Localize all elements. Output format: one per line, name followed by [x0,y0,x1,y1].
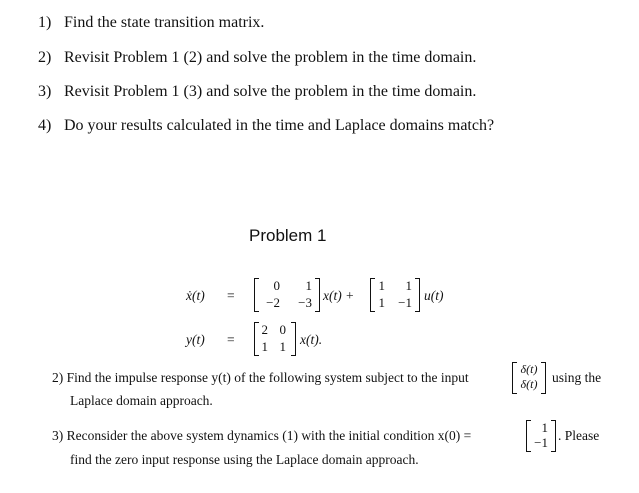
matrix-a-cell: 0 [273,278,280,293]
input-vector-cell: δ(t) [520,377,538,391]
question-text: Revisit Problem 1 (3) and solve the problem in the time domain. [64,83,477,100]
question-number: 2) [38,49,52,66]
part2-text: Find the impulse response y(t) of the following system subject to the input [66,370,469,385]
question-1 [38,14,264,32]
eq2-x-term: x(t). [300,332,323,347]
question-4 [38,117,494,135]
eq1-x-term: x(t) + [323,288,355,303]
matrix-c [254,322,296,356]
part3-tail: . Please [558,428,600,443]
matrix-a-cell: −2 [266,295,280,310]
matrix-b-cell: 1 [378,295,385,310]
part3-number: 3) [52,428,64,443]
matrix-b [370,278,420,312]
matrix-c-cell: 0 [279,322,286,337]
part2-number: 2) [52,370,64,385]
eq1-lhs: ẋ(t) [186,288,205,303]
matrix-a [254,278,320,312]
input-vector [512,362,546,394]
part3-text: Reconsider the above system dynamics (1) with the initial condition x(0) = [66,428,472,443]
question-number: 4) [38,117,52,134]
part2-line2: Laplace domain approach. [70,393,213,408]
matrix-c-cell: 1 [261,339,268,354]
initial-condition-cell: −1 [534,435,548,450]
question-2 [38,49,476,67]
question-number: 3) [38,83,52,100]
part2-tail: using the [552,370,602,385]
eq1-u-term: u(t) [424,288,444,303]
eq2-lhs: y(t) [186,332,205,347]
matrix-c-cell: 1 [279,339,286,354]
eq2-equals: = [227,332,235,347]
question-text: Do your results calculated in the time and Laplace domains match? [64,117,495,134]
eq1-equals: = [227,288,235,303]
matrix-b-cell: −1 [398,295,412,310]
question-number: 1) [38,14,52,31]
matrix-c-cell: 2 [261,322,268,337]
matrix-a-cell: 1 [305,278,312,293]
initial-condition-vector [526,420,556,452]
part3-line1 [52,428,471,444]
part2-line1 [52,370,469,386]
matrix-b-cell: 1 [378,278,385,293]
matrix-a-cell: −3 [298,295,312,310]
question-3 [38,83,476,101]
problem-title: Problem 1 [249,226,327,245]
question-text: Revisit Problem 1 (2) and solve the problem in the time domain. [64,49,477,66]
part3-line2: find the zero input response using the Laplace domain approach. [70,452,419,467]
initial-condition-cell: 1 [541,420,548,435]
question-text: Find the state transition matrix. [64,14,265,31]
input-vector-cell: δ(t) [520,362,538,376]
matrix-b-cell: 1 [405,278,412,293]
